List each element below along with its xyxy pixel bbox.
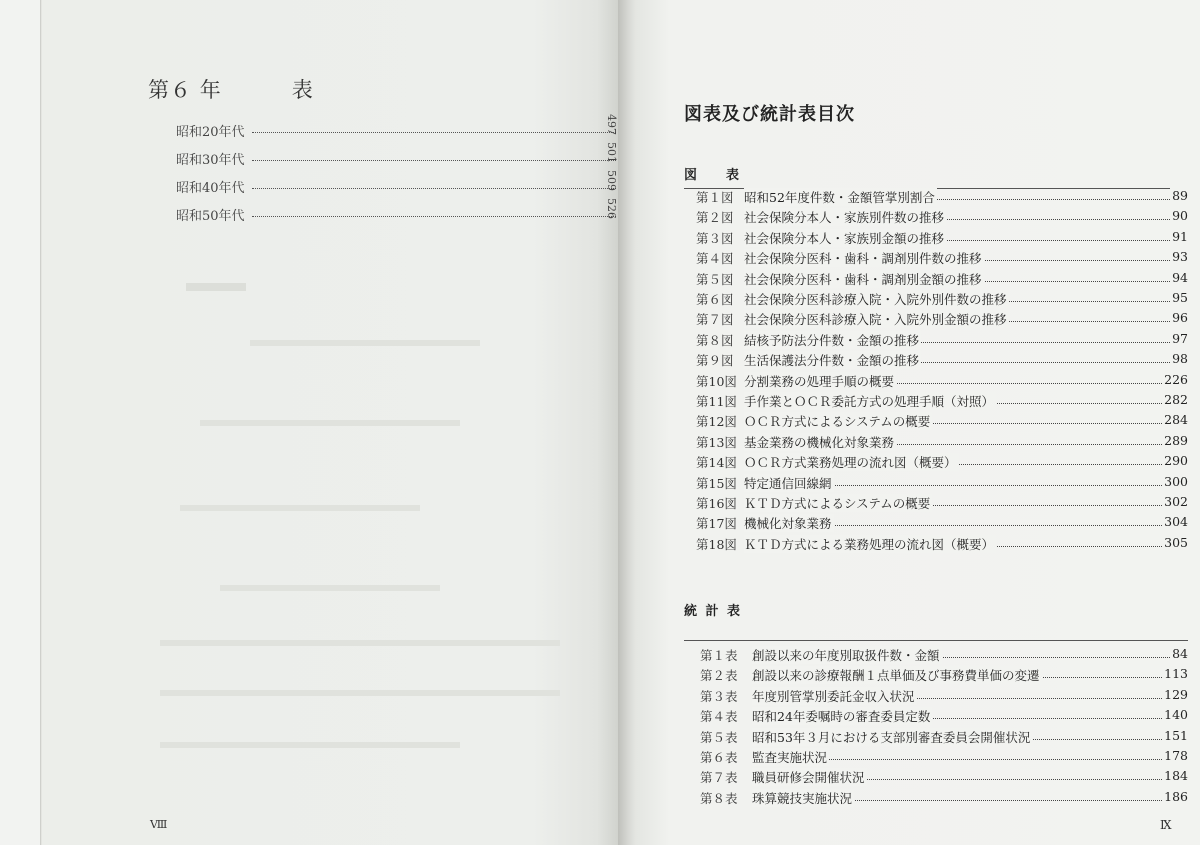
entry-title: 社会保険分医科・歯科・調剤別件数の推移 (744, 251, 982, 267)
entry-page: 300 (1164, 473, 1188, 489)
entry-title: 基金業務の機械化対象業務 (744, 434, 895, 450)
chronology-row (176, 114, 618, 141)
chapter-title-prefix: 第６ (148, 78, 192, 102)
entry-title: 昭和53年３月における支部別審査委員会開催状況 (752, 729, 1031, 745)
entry-number: 第６図 (696, 292, 734, 307)
entry-number: 第２表 (700, 668, 738, 684)
figure-entry (696, 514, 1188, 535)
stats-heading: 統 計 表 (684, 604, 743, 619)
chronology-row (176, 198, 618, 225)
entry-page: 113 (1164, 666, 1188, 682)
entry-number: 第３図 (696, 230, 734, 246)
row-page: 497 (605, 114, 618, 135)
entry-number: 第16図 (696, 496, 737, 511)
entry-page: 305 (1164, 534, 1188, 550)
figures-heading: 図 表 (684, 168, 748, 183)
entry-title: 職員研修会開催状況 (752, 770, 865, 786)
table-entry (700, 768, 1188, 789)
row-page: 509 (605, 170, 618, 191)
entry-title: 分割業務の処理手順の概要 (744, 373, 895, 389)
entry-title: 昭和24年委嘱時の審査委員定数 (752, 709, 931, 725)
entry-title: 生活保護法分件数・金額の推移 (744, 353, 920, 369)
entry-number: 第９図 (696, 353, 734, 369)
dot-leader (252, 216, 616, 217)
row-label: 昭和50年代 (176, 209, 245, 224)
entry-page: 178 (1164, 748, 1188, 763)
right-page-number: Ⅸ (1160, 818, 1172, 832)
entry-page: 94 (1172, 269, 1188, 285)
figure-entry (696, 372, 1188, 393)
entry-page: 226 (1164, 371, 1188, 387)
figure-entry (696, 351, 1188, 372)
entry-number: 第１表 (700, 648, 738, 663)
figure-entry (696, 249, 1188, 270)
figure-entry (696, 392, 1188, 413)
entry-number: 第７表 (700, 770, 738, 786)
table-entry (700, 707, 1188, 728)
entry-number: 第４図 (696, 251, 734, 267)
entry-page: 96 (1172, 310, 1188, 326)
chapter-title-year: 年 (199, 78, 222, 102)
figure-entry (696, 270, 1188, 291)
entry-title: 珠算競技実施状況 (752, 790, 853, 806)
table-entry (700, 646, 1188, 667)
entry-number: 第５図 (696, 271, 734, 287)
entry-page: 304 (1164, 514, 1188, 530)
entry-title: 手作業とＯＣＲ委託方式の処理手順（対照） (744, 394, 995, 409)
entry-number: 第８図 (696, 332, 734, 348)
entry-number: 第４表 (700, 709, 738, 725)
entry-number: 第18図 (696, 536, 737, 552)
entry-number: 第15図 (696, 475, 737, 491)
entry-number: 第17図 (696, 516, 737, 532)
entry-title: 社会保険分医科診療入院・入院外別金額の推移 (744, 312, 1007, 328)
entry-title: 社会保険分医科・歯科・調剤別金額の推移 (744, 271, 982, 287)
entry-number: 第12図 (696, 414, 737, 430)
figure-entry (696, 474, 1188, 495)
entry-title: ＫＴＤ方式による業務処理の流れ図（概要） (744, 536, 995, 552)
entry-number: 第２図 (696, 210, 734, 226)
table-entry (700, 687, 1188, 708)
dot-leader (252, 160, 616, 161)
figure-entry (696, 331, 1188, 352)
entry-title: 昭和52年度件数・金額管掌別割合 (744, 190, 935, 205)
chronology-row (176, 170, 618, 197)
entry-page: 93 (1172, 249, 1188, 265)
figure-entry (696, 229, 1188, 250)
stats-rule (684, 640, 1188, 641)
entry-number: 第３表 (700, 688, 738, 704)
figure-entry (696, 412, 1188, 433)
entry-page: 89 (1172, 188, 1188, 203)
row-label: 昭和30年代 (176, 153, 245, 168)
entry-title: 創設以来の年度別取扱件数・金額 (752, 648, 940, 663)
page-title: 図表及び統計表目次 (684, 104, 855, 125)
previous-page-edge (0, 0, 41, 845)
entry-page: 129 (1164, 686, 1188, 702)
entry-title: 機械化対象業務 (744, 516, 832, 532)
table-entry (700, 748, 1188, 769)
book-gutter (618, 0, 638, 845)
chapter-title (148, 74, 314, 104)
table-entry (700, 728, 1188, 749)
entry-title: ＯＣＲ方式業務処理の流れ図（概要） (744, 455, 957, 471)
entry-number: 第10図 (696, 373, 737, 389)
row-page: 526 (605, 198, 618, 219)
figure-entry (696, 290, 1188, 311)
entry-number: 第５表 (700, 729, 738, 745)
entry-title: 社会保険分医科診療入院・入院外別件数の推移 (744, 292, 1007, 307)
entry-page: 184 (1164, 768, 1188, 784)
figure-entry (696, 535, 1188, 556)
entry-page: 284 (1164, 412, 1188, 428)
dot-leader (252, 188, 616, 189)
figure-entry (696, 310, 1188, 331)
entry-number: 第８表 (700, 790, 738, 806)
entry-title: 特定通信回線網 (744, 475, 832, 491)
entry-title: 年度別管掌別委託金収入状況 (752, 688, 915, 704)
row-label: 昭和40年代 (176, 181, 245, 196)
entry-number: 第11図 (696, 394, 737, 409)
entry-page: 84 (1172, 646, 1188, 661)
entry-title: 社会保険分本人・家族別金額の推移 (744, 230, 945, 246)
entry-number: 第14図 (696, 455, 737, 471)
table-entry (700, 666, 1188, 687)
entry-page: 290 (1164, 453, 1188, 469)
figure-entry (696, 188, 1188, 209)
entry-number: 第１図 (696, 190, 734, 205)
entry-page: 95 (1172, 290, 1188, 305)
entry-page: 140 (1164, 707, 1188, 723)
table-entry (700, 789, 1188, 810)
figure-entry (696, 433, 1188, 454)
entry-page: 289 (1164, 432, 1188, 448)
entry-page: 186 (1164, 788, 1188, 804)
figure-entry (696, 208, 1188, 229)
row-page: 501 (605, 142, 618, 163)
entry-page: 282 (1164, 392, 1188, 407)
entry-page: 302 (1164, 494, 1188, 509)
figure-entry (696, 494, 1188, 515)
entry-page: 98 (1172, 351, 1188, 367)
entry-page: 91 (1172, 228, 1188, 244)
entry-page: 90 (1172, 208, 1188, 224)
entry-number: 第６表 (700, 750, 738, 765)
entry-title: ＯＣＲ方式によるシステムの概要 (744, 414, 931, 430)
entry-page: 97 (1172, 330, 1188, 346)
entry-page: 151 (1164, 727, 1188, 743)
row-label: 昭和20年代 (176, 125, 245, 140)
entry-title: 監査実施状況 (752, 750, 828, 765)
entry-number: 第13図 (696, 434, 737, 450)
entry-title: 社会保険分本人・家族別件数の推移 (744, 210, 945, 226)
left-page-number: Ⅷ (150, 818, 168, 831)
chapter-title-table: 表 (291, 78, 314, 102)
figure-entry (696, 453, 1188, 474)
entry-number: 第７図 (696, 312, 734, 328)
chronology-row (176, 142, 618, 169)
entry-title: 結核予防法分件数・金額の推移 (744, 332, 920, 348)
entry-title: 創設以来の診療報酬１点単価及び事務費単価の変遷 (752, 668, 1040, 684)
entry-title: ＫＴＤ方式によるシステムの概要 (744, 496, 931, 511)
dot-leader (252, 132, 616, 133)
